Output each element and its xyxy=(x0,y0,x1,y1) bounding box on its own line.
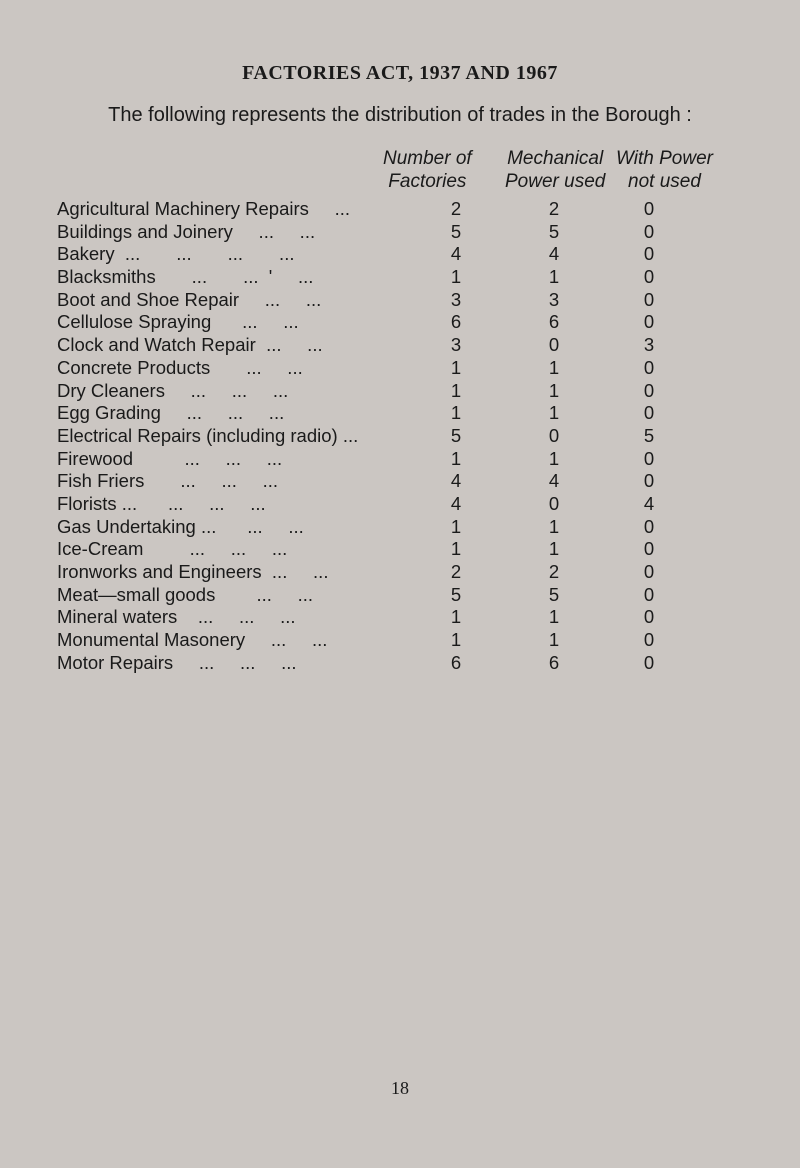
intro-text: The following represents the distribution of trades in the Borough : xyxy=(108,104,692,126)
trade-name: Clock and Watch Repair ... ... xyxy=(57,334,323,356)
power-not-used-count: 0 xyxy=(643,243,655,265)
trade-name: Dry Cleaners ... ... ... xyxy=(57,379,289,401)
power-not-used-count: 0 xyxy=(643,651,655,673)
table-row xyxy=(57,448,757,471)
factories-count: 3 xyxy=(450,334,462,356)
power-used-count: 1 xyxy=(548,402,560,424)
power-not-used-count: 0 xyxy=(643,379,655,401)
power-not-used-count: 0 xyxy=(643,629,655,651)
trade-name: Mineral waters ... ... ... xyxy=(57,606,296,628)
table-row xyxy=(57,606,757,629)
column-header-power-not-used xyxy=(616,147,713,193)
power-used-count: 5 xyxy=(548,220,560,242)
power-not-used-count: 0 xyxy=(643,515,655,537)
factories-count: 1 xyxy=(450,447,462,469)
trade-name: Cellulose Spraying ... ... xyxy=(57,311,299,333)
power-not-used-count: 0 xyxy=(643,447,655,469)
trade-name: Ice-Cream ... ... ... xyxy=(57,538,288,560)
trade-name: Motor Repairs ... ... ... xyxy=(57,651,297,673)
factories-count: 6 xyxy=(450,311,462,333)
table-row xyxy=(57,357,757,380)
power-used-count: 1 xyxy=(548,379,560,401)
trade-name: Buildings and Joinery ... ... xyxy=(57,220,316,242)
power-used-count: 4 xyxy=(548,470,560,492)
trade-name: Gas Undertaking ... ... ... xyxy=(57,515,304,537)
table-row xyxy=(57,289,757,312)
column-header-line: not used xyxy=(628,171,701,192)
power-used-count: 1 xyxy=(548,356,560,378)
power-used-count: 1 xyxy=(548,538,560,560)
power-not-used-count: 0 xyxy=(643,402,655,424)
factories-count: 2 xyxy=(450,561,462,582)
power-used-count: 6 xyxy=(548,651,560,673)
table-row xyxy=(57,561,757,584)
power-not-used-count: 0 xyxy=(643,356,655,378)
power-not-used-count: 4 xyxy=(643,492,655,514)
power-used-count: 5 xyxy=(548,583,560,605)
page-title: FACTORIES ACT, 1937 AND 1967 xyxy=(242,62,558,84)
factories-count: 1 xyxy=(450,379,462,401)
power-not-used-count: 3 xyxy=(643,334,655,356)
trade-name: Meat—small goods ... ... xyxy=(57,583,314,605)
table-row xyxy=(57,198,757,221)
power-used-count: 1 xyxy=(548,606,560,628)
table-row xyxy=(57,425,757,448)
power-used-count: 1 xyxy=(548,447,560,469)
power-not-used-count: 0 xyxy=(643,220,655,242)
power-not-used-count: 0 xyxy=(643,288,655,310)
table-row xyxy=(57,266,757,289)
table-row xyxy=(57,516,757,539)
power-used-count: 2 xyxy=(548,198,560,219)
power-used-count: 1 xyxy=(548,266,560,288)
trade-name: Egg Grading ... ... ... xyxy=(57,402,285,424)
power-not-used-count: 0 xyxy=(643,538,655,560)
factories-count: 4 xyxy=(450,470,462,492)
power-not-used-count: 0 xyxy=(643,266,655,288)
power-not-used-count: 0 xyxy=(643,561,655,582)
trade-name: Fish Friers ... ... ... xyxy=(57,470,278,492)
power-not-used-count: 0 xyxy=(643,311,655,333)
power-not-used-count: 0 xyxy=(643,470,655,492)
power-not-used-count: 0 xyxy=(643,198,655,219)
factories-count: 4 xyxy=(450,243,462,265)
trade-name: Monumental Masonery ... ... xyxy=(57,629,328,651)
factories-count: 1 xyxy=(450,402,462,424)
column-header-power-used xyxy=(505,147,605,193)
table-row xyxy=(57,584,757,607)
power-not-used-count: 0 xyxy=(643,583,655,605)
factories-count: 6 xyxy=(450,651,462,673)
factories-count: 1 xyxy=(450,538,462,560)
trade-name: Electrical Repairs (including radio) ... xyxy=(57,424,359,446)
table-row xyxy=(57,380,757,403)
table-row xyxy=(57,221,757,244)
power-used-count: 0 xyxy=(548,334,560,356)
column-header-line: Number of xyxy=(383,148,472,169)
factories-count: 1 xyxy=(450,606,462,628)
column-header-factories xyxy=(383,147,472,193)
table-row xyxy=(57,402,757,425)
trades-table xyxy=(57,198,757,674)
trade-name: Florists ... ... ... ... xyxy=(57,492,266,514)
table-row xyxy=(57,629,757,652)
factories-count: 3 xyxy=(450,288,462,310)
column-header-line: With Power xyxy=(616,148,713,169)
factories-count: 2 xyxy=(450,198,462,219)
table-row xyxy=(57,334,757,357)
column-header-line: Mechanical xyxy=(507,148,604,169)
power-used-count: 6 xyxy=(548,311,560,333)
trade-name: Blacksmiths ... ... ' ... xyxy=(57,266,314,288)
table-row xyxy=(57,538,757,561)
power-not-used-count: 0 xyxy=(643,606,655,628)
column-header-line: Power used xyxy=(505,171,606,192)
table-row xyxy=(57,243,757,266)
power-used-count: 0 xyxy=(548,424,560,446)
factories-count: 1 xyxy=(450,629,462,651)
power-used-count: 1 xyxy=(548,629,560,651)
power-used-count: 4 xyxy=(548,243,560,265)
trade-name: Concrete Products ... ... xyxy=(57,356,303,378)
power-not-used-count: 5 xyxy=(643,424,655,446)
factories-count: 4 xyxy=(450,492,462,514)
power-used-count: 3 xyxy=(548,288,560,310)
column-header-line: Factories xyxy=(388,171,467,192)
factories-count: 5 xyxy=(450,583,462,605)
factories-count: 5 xyxy=(450,424,462,446)
factories-count: 5 xyxy=(450,220,462,242)
power-used-count: 2 xyxy=(548,561,560,582)
factories-count: 1 xyxy=(450,515,462,537)
factories-count: 1 xyxy=(450,266,462,288)
trade-name: Bakery ... ... ... ... xyxy=(57,243,295,265)
trade-name: Agricultural Machinery Repairs ... xyxy=(57,198,351,219)
trade-name: Boot and Shoe Repair ... ... xyxy=(57,288,322,310)
factories-count: 1 xyxy=(450,356,462,378)
power-used-count: 1 xyxy=(548,515,560,537)
table-row xyxy=(57,311,757,334)
table-row xyxy=(57,470,757,493)
page-number: 18 xyxy=(391,1078,409,1098)
table-row xyxy=(57,652,757,675)
trade-name: Ironworks and Engineers ... ... xyxy=(57,561,329,582)
power-used-count: 0 xyxy=(548,492,560,514)
trade-name: Firewood ... ... ... xyxy=(57,447,283,469)
table-row xyxy=(57,493,757,516)
